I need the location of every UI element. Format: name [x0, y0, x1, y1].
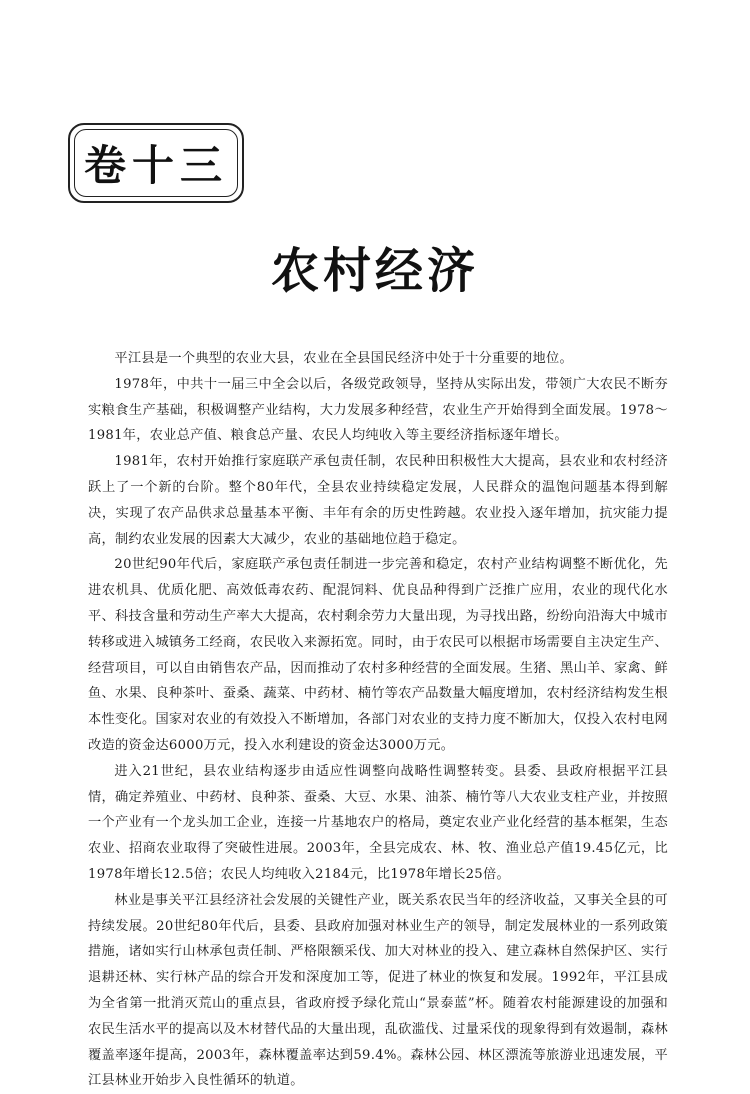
body-text	[88, 346, 668, 1094]
paragraph-2: 1978年，中共十一届三中全会以后，各级党政领导，坚持从实际出发，带领广大农民不断夯实粮食生产基础，积极调整产业结构，大力发展多种经营，农业生产开始得到全面发展。1978～1981年，农业总产值、粮食总产量、农民人均纯收入等主要经济指标逐年增长。	[88, 376, 668, 444]
paragraph-3: 1981年，农村开始推行家庭联产承包责任制，农民种田积极性大大提高，县农业和农村经济跃上了一个新的台阶。整个80年代，全县农业持续稳定发展，人民群众的温饱问题基本得到解决，实现了农产品供求总量基本平衡、丰年有余的历史性跨越。农业投入逐年增加，抗灾能力提高，制约农业发展的因素大大减少，农业的基础地位趋于稳定。	[88, 454, 668, 547]
paragraph-1: 平江县是一个典型的农业大县，农业在全县国民经济中处于十分重要的地位。	[114, 351, 573, 366]
chapter-title: 农村经济	[270, 243, 479, 299]
volume-badge	[68, 123, 244, 203]
paragraph-4: 20世纪90年代后，家庭联产承包责任制进一步完善和稳定，农村产业结构调整不断优化，先进农机具、优质化肥、高效低毒农药、配混饲料、优良品种得到广泛推广应用，农业的现代化水平、科技含量和劳动生产率大大提高，农村剩余劳力大量出现，为寻找出路，纷纷向沿海大中城市转移或进入城镇务工经商，农民收入来源拓宽。同时，由于农民可以根据市场需要自主决定生产、经营项目，可以自由销售农产品，因而推动了农村多种经营的全面发展。生猪、黑山羊、家禽、鲜鱼、水果、良种茶叶、蚕桑、蔬菜、中药材、楠竹等农产品数量大幅度增加，农村经济结构发生根本性变化。国家对农业的有效投入不断增加，各部门对农业的支持力度不断加大，仅投入农村电网改造的资金达6000万元，投入水利建设的资金达3000万元。	[88, 557, 668, 753]
volume-label: 卷十三	[83, 141, 228, 190]
paragraph-5: 进入21世纪，县农业结构逐步由适应性调整向战略性调整转变。县委、县政府根据平江县情，确定养殖业、中药材、良种茶、蚕桑、大豆、水果、油茶、楠竹等八大农业支柱产业，并按照一个产业有一个龙头加工企业，连接一片基地农户的格局，奠定农业产业化经营的基本框架，生态农业、招商农业取得了突破性进展。2003年，全县完成农、林、牧、渔业总产值19.45亿元，比1978年增长12.5倍；农民人均纯收入2184元，比1978年增长25倍。	[88, 763, 668, 882]
paragraph-6: 林业是事关平江县经济社会发展的关键性产业，既关系农民当年的经济收益，又事关全县的可持续发展。20世纪80年代后，县委、县政府加强对林业生产的领导，制定发展林业的一系列政策措施，诸如实行山林承包责任制、严格限额采伐、加大对林业的投入、建立森林自然保护区、实行退耕还林、实行林产品的综合开发和深度加工等，促进了林业的恢复和发展。1992年，平江县成为全省第一批消灭荒山的重点县，省政府授予绿化荒山“景泰蓝”杯。随着农村能源建设的加强和农民生活水平的提高以及木材替代品的大量出现，乱砍滥伐、过量采伐的现象得到有效遏制，森林覆盖率逐年提高，2003年，森林覆盖率达到59.4%。森林公园、林区漂流等旅游业迅速发展，平江县林业开始步入良性循环的轨道。	[88, 892, 668, 1089]
